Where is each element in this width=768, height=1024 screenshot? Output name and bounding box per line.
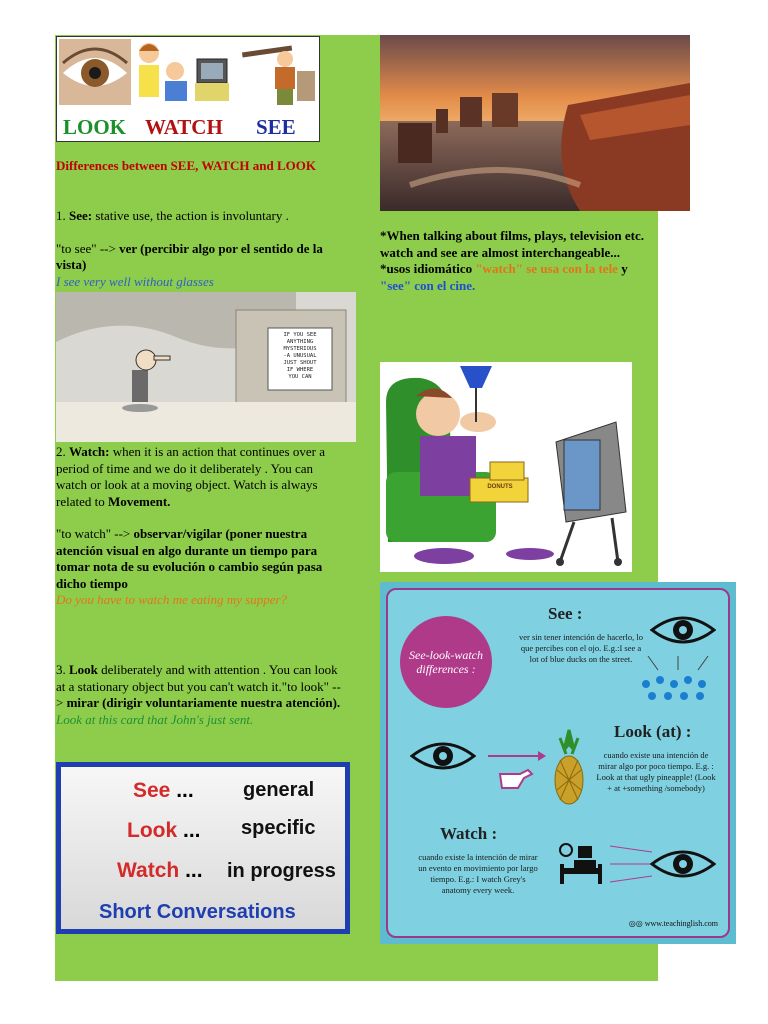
pineapple-icon	[552, 728, 586, 808]
coastline-photo	[380, 35, 690, 211]
look-text: cuando existe una intención de mirar algo por poco tiempo. E.g. : Look at that ugly pineapple! (Look + at +something /somebody)	[596, 750, 716, 793]
sign-line: JUST SHOUT	[283, 360, 317, 366]
badge-text: See-look-watch differences :	[409, 648, 483, 676]
watch-movement: Movement.	[107, 493, 171, 509]
sign-line: IF WHERE	[286, 367, 314, 373]
look-number: 3.	[56, 662, 66, 677]
summary-word: Watch	[117, 859, 180, 882]
watch-label: WATCH	[145, 115, 223, 139]
sign-line: IF YOU SEE	[283, 332, 317, 338]
summary-box	[56, 762, 350, 934]
see-quote: "to see" -->	[56, 240, 120, 256]
look-example: Look at this card that John's just sent.	[56, 711, 254, 727]
sign-line: ANYTHING	[286, 339, 314, 345]
tv-watching-cartoon	[380, 362, 632, 572]
see-description: stative use, the action is involuntary .	[92, 208, 289, 223]
ducks-icon	[638, 654, 718, 704]
look-term: Look	[69, 662, 98, 677]
watch-description: when it is an action that continues over a period of time and we do it deliberately . You can watch or look at a moving object. Watch is always related to	[56, 444, 325, 509]
summary-footer: Short Conversations	[99, 901, 296, 923]
note-see: "see" con el cine.	[380, 277, 476, 293]
watch-text: cuando existe la intención de mirar un evento en movimiento por largo tiempo. E.g.: I watch Grey's anatomy every week.	[418, 852, 538, 895]
page-title: Differences between SEE, WATCH and LOOK	[56, 158, 317, 173]
look-title: Look (at) :	[614, 722, 692, 741]
summary-row-see	[133, 779, 194, 803]
credit-text: www.teachinglish.com	[644, 919, 718, 928]
look-translation: mirar (dirigir voluntariamente nuestra atención).	[66, 695, 341, 710]
summary-dots: ...	[179, 859, 203, 882]
summary-dots: ...	[177, 819, 201, 842]
see-title: See :	[548, 604, 583, 623]
watch-title: Watch :	[440, 824, 498, 843]
eye-icon	[650, 844, 716, 884]
hunter-with-telescope-icon	[242, 46, 315, 105]
arrows-icon	[604, 844, 654, 884]
eye-icon	[410, 736, 476, 776]
donuts-box-label: DONUTS	[487, 484, 513, 490]
look-section	[56, 662, 341, 728]
right-note	[380, 228, 645, 294]
sign-line: -A UNUSUAL	[283, 353, 317, 359]
summary-row-watch	[117, 859, 203, 883]
watch-term: Watch:	[69, 444, 110, 459]
see-section	[56, 208, 346, 290]
sign-line: YOU CAN	[288, 374, 312, 380]
eye-icon	[650, 610, 716, 650]
see-translation: ver (percibir algo por el sentido de la vista)	[56, 240, 323, 272]
cartoon-sign-image	[56, 292, 356, 442]
eye-icon	[59, 39, 131, 105]
note-watch: "watch" se usa con la tele	[475, 261, 618, 276]
look-label: LOOK	[63, 115, 127, 139]
infographic-credit	[629, 919, 718, 928]
look-watch-see-image	[56, 36, 320, 142]
children-watching-tv-icon	[139, 43, 229, 101]
see-text: ver sin tener intención de hacerlo, lo que percibes con el ojo. E.g.:I see a lot of blue ducks on the street.	[519, 632, 643, 664]
summary-row-look	[127, 819, 201, 843]
infographic-badge	[400, 616, 492, 708]
summary-word: Look	[127, 819, 178, 842]
watch-quote: "to watch" -->	[56, 526, 134, 541]
note-line-2	[380, 261, 645, 294]
note-y: y	[617, 261, 628, 276]
see-label: SEE	[256, 115, 296, 139]
watch-example: Do you have to watch me eating my supper?	[56, 592, 288, 607]
glasses-icon: ◎◎	[628, 919, 645, 928]
arrow-right-icon	[488, 750, 548, 762]
see-term: See:	[69, 208, 93, 223]
sign-line: MYSTERIOUS	[283, 346, 317, 352]
summary-meaning-look: specific	[241, 817, 316, 839]
look-description: deliberately and with attention . You can look at a stationary object but you can't watch it."to look" -->	[56, 662, 341, 710]
summary-meaning-see: general	[243, 779, 315, 801]
see-number: 1.	[56, 208, 66, 223]
note-idiom-label: *usos idiomático	[380, 261, 476, 276]
summary-word: See	[133, 779, 171, 802]
infographic	[380, 582, 736, 944]
watch-section	[56, 444, 341, 609]
hospital-bed-icon	[558, 842, 604, 886]
see-example: I see very well without glasses	[56, 273, 214, 289]
summary-dots: ...	[170, 779, 194, 802]
watch-translation: observar/vigilar (poner nuestra atención visual en algo durante un tiempo para tomar nota de su evolución o cambio según pasa dicho tiempo	[56, 526, 323, 591]
watch-number: 2.	[56, 444, 66, 459]
note-line-1: *When talking about films, plays, television etc. watch and see are almost interchangeable...	[380, 228, 644, 260]
summary-meaning-watch: in progress	[227, 860, 336, 882]
pointing-hand-icon	[498, 766, 534, 792]
